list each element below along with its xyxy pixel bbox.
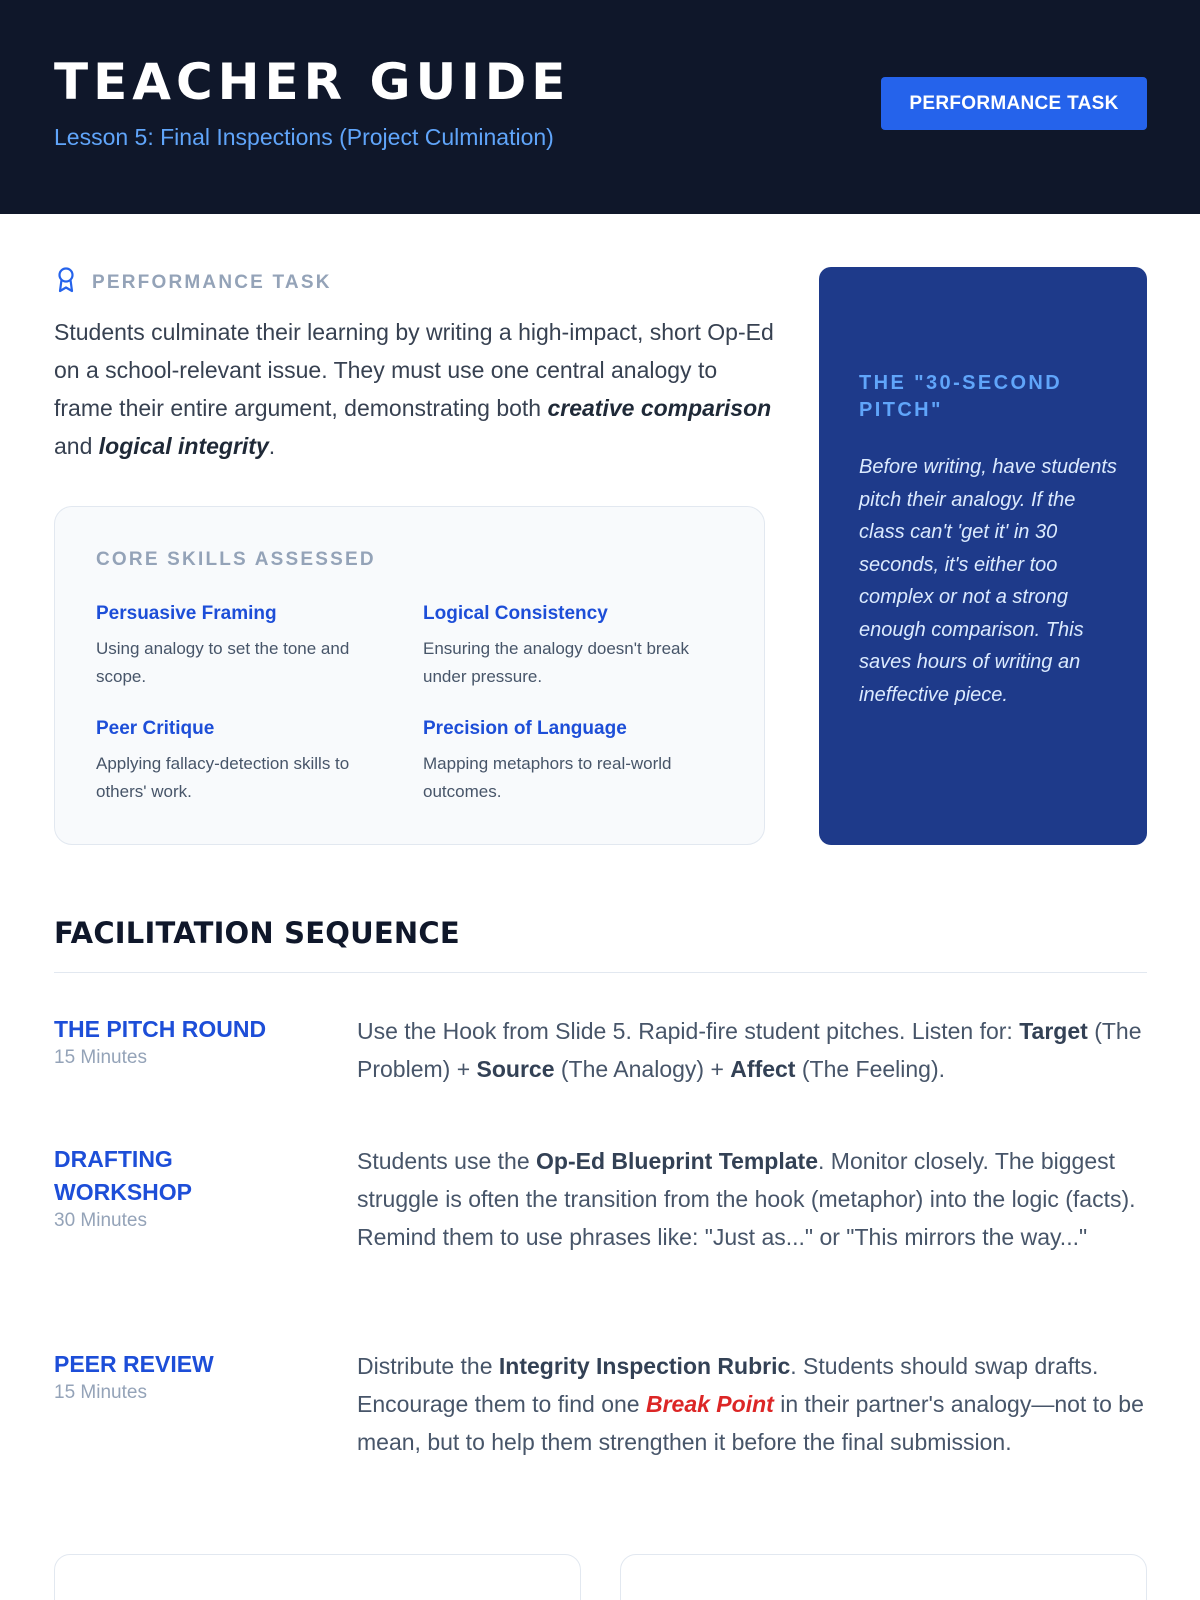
skill-name: Peer Critique — [96, 718, 215, 739]
bottom-card-left — [54, 1554, 581, 1600]
step-name: DRAFTING WORKSHOP — [54, 1146, 192, 1205]
skill-description: Ensuring the analogy doesn't break under pressure. — [423, 639, 689, 686]
step-label — [54, 1013, 304, 1070]
emphasis-creative-comparison: creative comparison — [547, 395, 772, 421]
skill-item — [96, 601, 396, 691]
skill-item — [423, 601, 723, 691]
pitch-tip-card — [819, 267, 1147, 845]
lesson-subtitle: Lesson 5: Final Inspections (Project Culmination) — [54, 124, 554, 150]
facilitation-heading: FACILITATION SEQUENCE — [54, 916, 460, 950]
break-point-highlight: Break Point — [645, 1391, 774, 1417]
skill-name: Persuasive Framing — [96, 603, 277, 624]
pitch-tip-body: Before writing, have students pitch their analogy. If the class can't 'get it' in 30 seconds, it's either too complex or not a strong enough comparison. This saves hours of writing an ineffective piece. — [859, 456, 1117, 706]
skill-name: Precision of Language — [423, 718, 627, 739]
step-name: PEER REVIEW — [54, 1351, 214, 1377]
core-skills-title: CORE SKILLS ASSESSED — [96, 549, 376, 570]
step-description: Students use the Op-Ed Blueprint Template. Monitor closely. The biggest struggle is often the transition from the hook (metaphor) into the logic (facts). Remind them to use phrases like: "Just as..." or "This mirrors the way..." — [357, 1148, 1136, 1250]
award-ribbon-icon — [54, 266, 78, 299]
core-skills-card — [54, 506, 765, 845]
bottom-card-right — [620, 1554, 1147, 1600]
skill-description: Mapping metaphors to real-world outcomes. — [423, 754, 672, 801]
section-divider — [54, 972, 1147, 973]
skill-description: Using analogy to set the tone and scope. — [96, 639, 350, 686]
step-duration: 30 Minutes — [54, 1210, 147, 1231]
step-duration: 15 Minutes — [54, 1382, 147, 1403]
skill-item — [423, 716, 723, 806]
skill-description: Applying fallacy-detection skills to others' work. — [96, 754, 350, 801]
step-name: THE PITCH ROUND — [54, 1016, 267, 1042]
page-title: TEACHER GUIDE — [54, 53, 571, 111]
performance-task-description: Students culminate their learning by writing a high-impact, short Op-Ed on a school-relevant issue. They must use one central analogy to frame their entire argument, demonstrating both creative comparison and logical integrity. — [54, 319, 774, 459]
step-label — [54, 1348, 304, 1405]
performance-task-button[interactable]: PERFORMANCE TASK — [881, 77, 1147, 130]
performance-task-label — [54, 266, 332, 299]
step-duration: 15 Minutes — [54, 1047, 147, 1068]
header-banner — [0, 0, 1200, 214]
step-description: Distribute the Integrity Inspection Rubric. Students should swap drafts. Encourage them to find one Break Point in their partner's analogy—not to be mean, but to help them strengthen it before the final submission. — [357, 1353, 1144, 1455]
step-label — [54, 1143, 304, 1233]
performance-task-label-text: PERFORMANCE TASK — [92, 271, 332, 293]
skill-name: Logical Consistency — [423, 603, 608, 624]
step-description: Use the Hook from Slide 5. Rapid-fire student pitches. Listen for: Target (The Problem) + Source (The Analogy) + Affect (The Feeling). — [357, 1018, 1142, 1082]
pitch-tip-title: THE "30-SECOND PITCH" — [859, 372, 1063, 421]
emphasis-logical-integrity: logical integrity — [98, 433, 269, 459]
skill-item — [96, 716, 396, 806]
